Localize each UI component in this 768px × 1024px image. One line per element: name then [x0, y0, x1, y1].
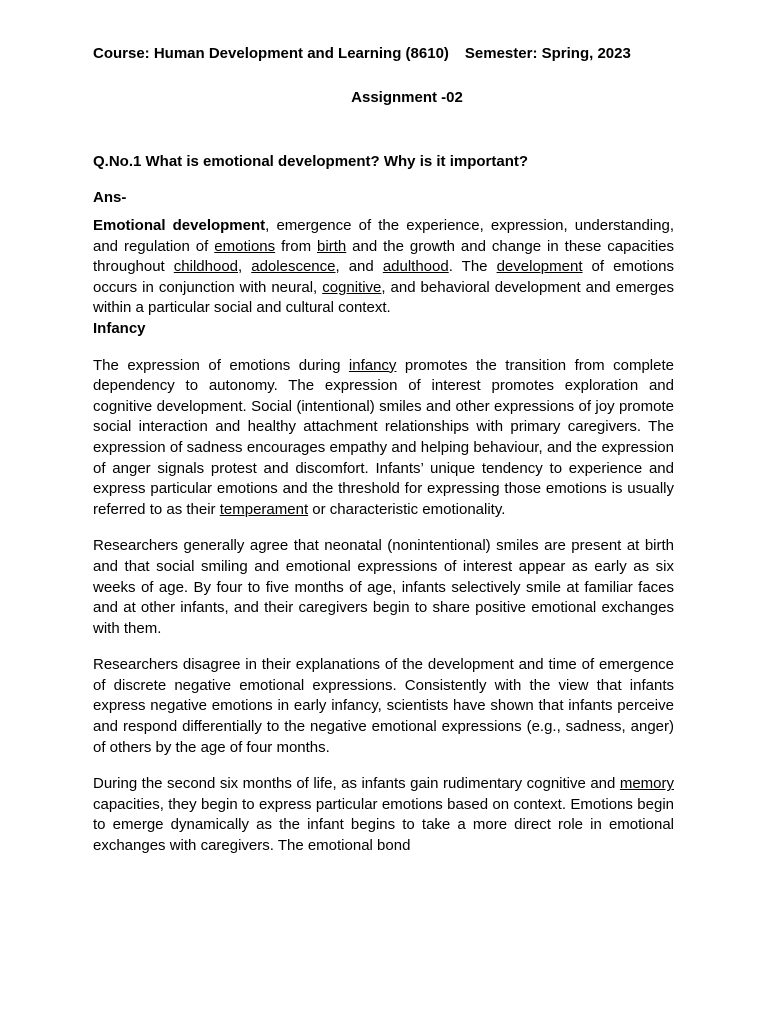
link-childhood[interactable]: childhood — [173, 258, 239, 276]
link-adulthood[interactable]: adulthood — [382, 258, 449, 276]
course-title: Course: Human Development and Learning (8610) — [93, 45, 449, 62]
answer-body — [93, 216, 674, 873]
link-memory[interactable]: memory — [619, 775, 674, 793]
paragraph-definition: Emotional development, emergence of the experience, expression, understanding, and regulation of emotions from birth and the growth and change in these capacities throughout childhood, adolescence, and adulthood. The development of emotions occurs in conjunction with neural, cognitive, and behavioral development and emerges within a particular social and cultural context. — [93, 217, 674, 317]
answer-label: Ans- — [93, 189, 127, 206]
semester-label: Semester: Spring, 2023 — [464, 45, 631, 62]
paragraph-infancy: The expression of emotions during infancy promotes the transition from complete dependency to autonomy. The expression of interest promotes exploration and cognitive development. Social (intentional) smiles and other expressions of joy promote social interaction and healthy attachment relationships with primary caregivers. The expression of sadness encourages empathy and helping behaviour, and the expression of anger signals protest and discomfort. Infants’ unique tendency to experience and express particular emotions and the threshold for expressing those emotions is usually referred to as their temperament or characteristic emotionality. — [93, 356, 674, 518]
link-emotions[interactable]: emotions — [214, 237, 276, 255]
course-header — [93, 45, 631, 62]
link-adolescence[interactable]: adolescence — [251, 258, 336, 276]
link-development[interactable]: development — [496, 258, 583, 276]
paragraph-negative-emotions: Researchers disagree in their explanations of the development and time of emergence of discrete negative emotional expressions. Consistently with the view that infants express negative emotions in early infancy, scientists have shown that infants perceive and respond differentially to the negative emotional expressions (e.g., sadness, anger) of others by the age of four months. — [93, 656, 674, 756]
link-temperament[interactable]: temperament — [219, 500, 309, 518]
link-birth[interactable]: birth — [317, 237, 347, 255]
term-emotional-development: Emotional development — [93, 217, 266, 234]
heading-infancy: Infancy — [93, 319, 146, 337]
link-cognitive[interactable]: cognitive — [322, 278, 382, 296]
paragraph-second-six-months: During the second six months of life, as infants gain rudimentary cognitive and memory capacities, they begin to express particular emotions based on context. Emotions begin to emerge dynamically as the infant begins to take a more direct role in emotional exchanges with caregivers. The emotional bond — [93, 775, 674, 855]
link-infancy[interactable]: infancy — [348, 356, 397, 374]
assignment-title: Assignment -02 — [351, 89, 463, 106]
paragraph-smiles: Researchers generally agree that neonatal (nonintentional) smiles are present at birth and that social smiling and emotional expressions of interest appear as early as six weeks of age. By four to five months of age, infants selectively smile at familiar faces and at other infants, and their caregivers begin to share positive emotional exchanges with them. — [93, 537, 674, 637]
question-heading: Q.No.1 What is emotional development? Why is it important? — [93, 153, 529, 170]
